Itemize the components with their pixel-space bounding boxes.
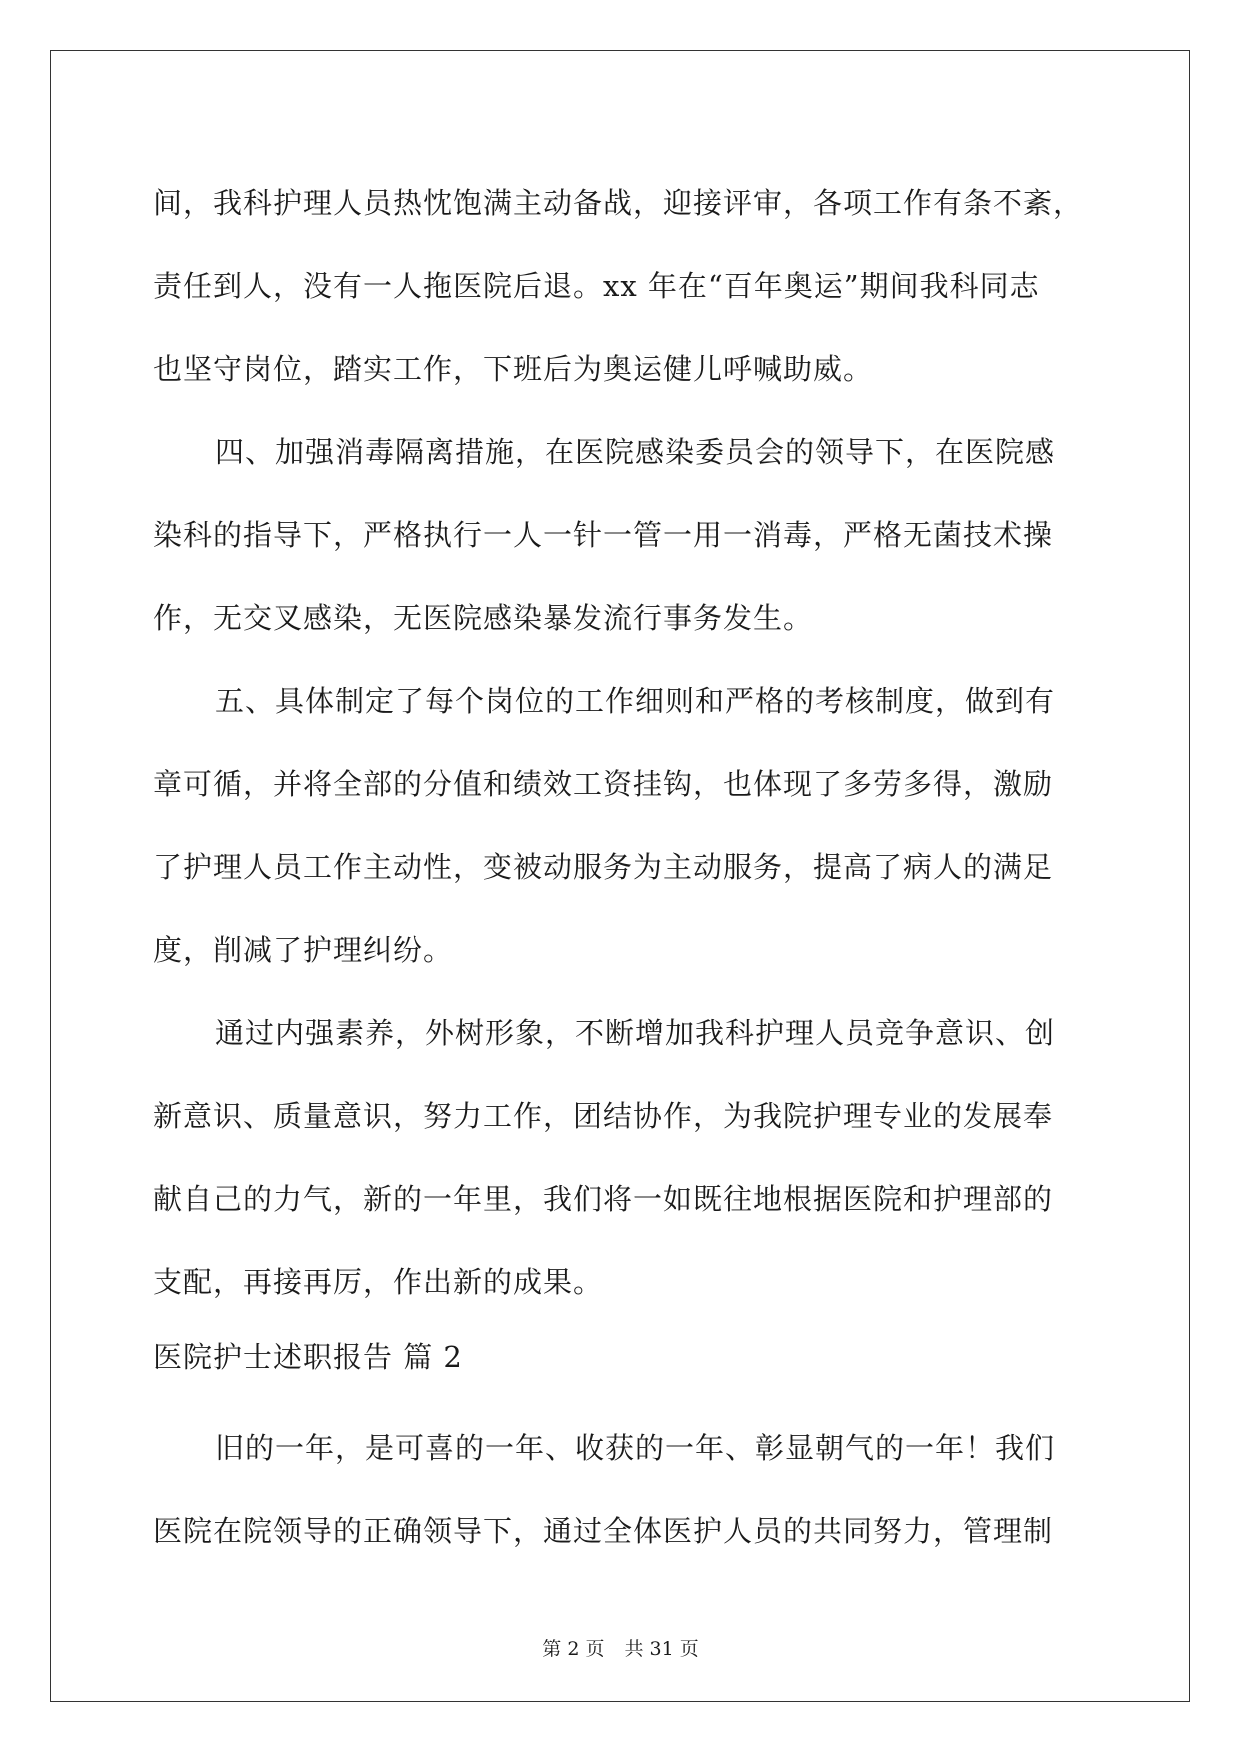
section-heading: 医院护士述职报告 篇 2	[153, 1340, 463, 1374]
page-total: 共 31 页	[624, 1638, 699, 1660]
text-line: 献自己的力气，新的一年里，我们将一如既往地根据医院和护理部的	[153, 1182, 1054, 1216]
page-number: 第 2 页	[542, 1638, 605, 1660]
text-line: 了护理人员工作主动性，变被动服务为主动服务，提高了病人的满足	[153, 850, 1054, 884]
text-line: 度，削减了护理纠纷。	[153, 933, 454, 967]
page-footer	[0, 1634, 1241, 1661]
paragraph-start: 五、具体制定了每个岗位的工作细则和严格的考核制度，做到有	[215, 684, 1056, 718]
paragraph-start: 通过内强素养，外树形象，不断增加我科护理人员竞争意识、创	[215, 1016, 1056, 1050]
text-line: 责任到人，没有一人拖医院后退。xx 年在“百年奥运”期间我科同志	[153, 269, 1040, 303]
text-line: 间，我科护理人员热忱饱满主动备战，迎接评审，各项工作有条不紊，	[153, 186, 1084, 220]
text-line: 染科的指导下，严格执行一人一针一管一用一消毒，严格无菌技术操	[153, 518, 1054, 552]
text-line: 作，无交叉感染，无医院感染暴发流行事务发生。	[153, 601, 814, 635]
text-line: 新意识、质量意识，努力工作，团结协作，为我院护理专业的发展奉	[153, 1099, 1054, 1133]
paragraph-start: 旧的一年，是可喜的一年、收获的一年、彰显朝气的一年！我们	[215, 1431, 1056, 1465]
text-line: 也坚守岗位，踏实工作，下班后为奥运健儿呼喊助威。	[153, 352, 874, 386]
text-line: 支配，再接再厉，作出新的成果。	[153, 1265, 604, 1299]
paragraph-start: 四、加强消毒隔离措施，在医院感染委员会的领导下，在医院感	[215, 435, 1056, 469]
document-body	[153, 162, 1093, 1573]
text-line: 章可循，并将全部的分值和绩效工资挂钩，也体现了多劳多得，激励	[153, 767, 1054, 801]
text-line: 医院在院领导的正确领导下，通过全体医护人员的共同努力，管理制	[153, 1514, 1054, 1548]
